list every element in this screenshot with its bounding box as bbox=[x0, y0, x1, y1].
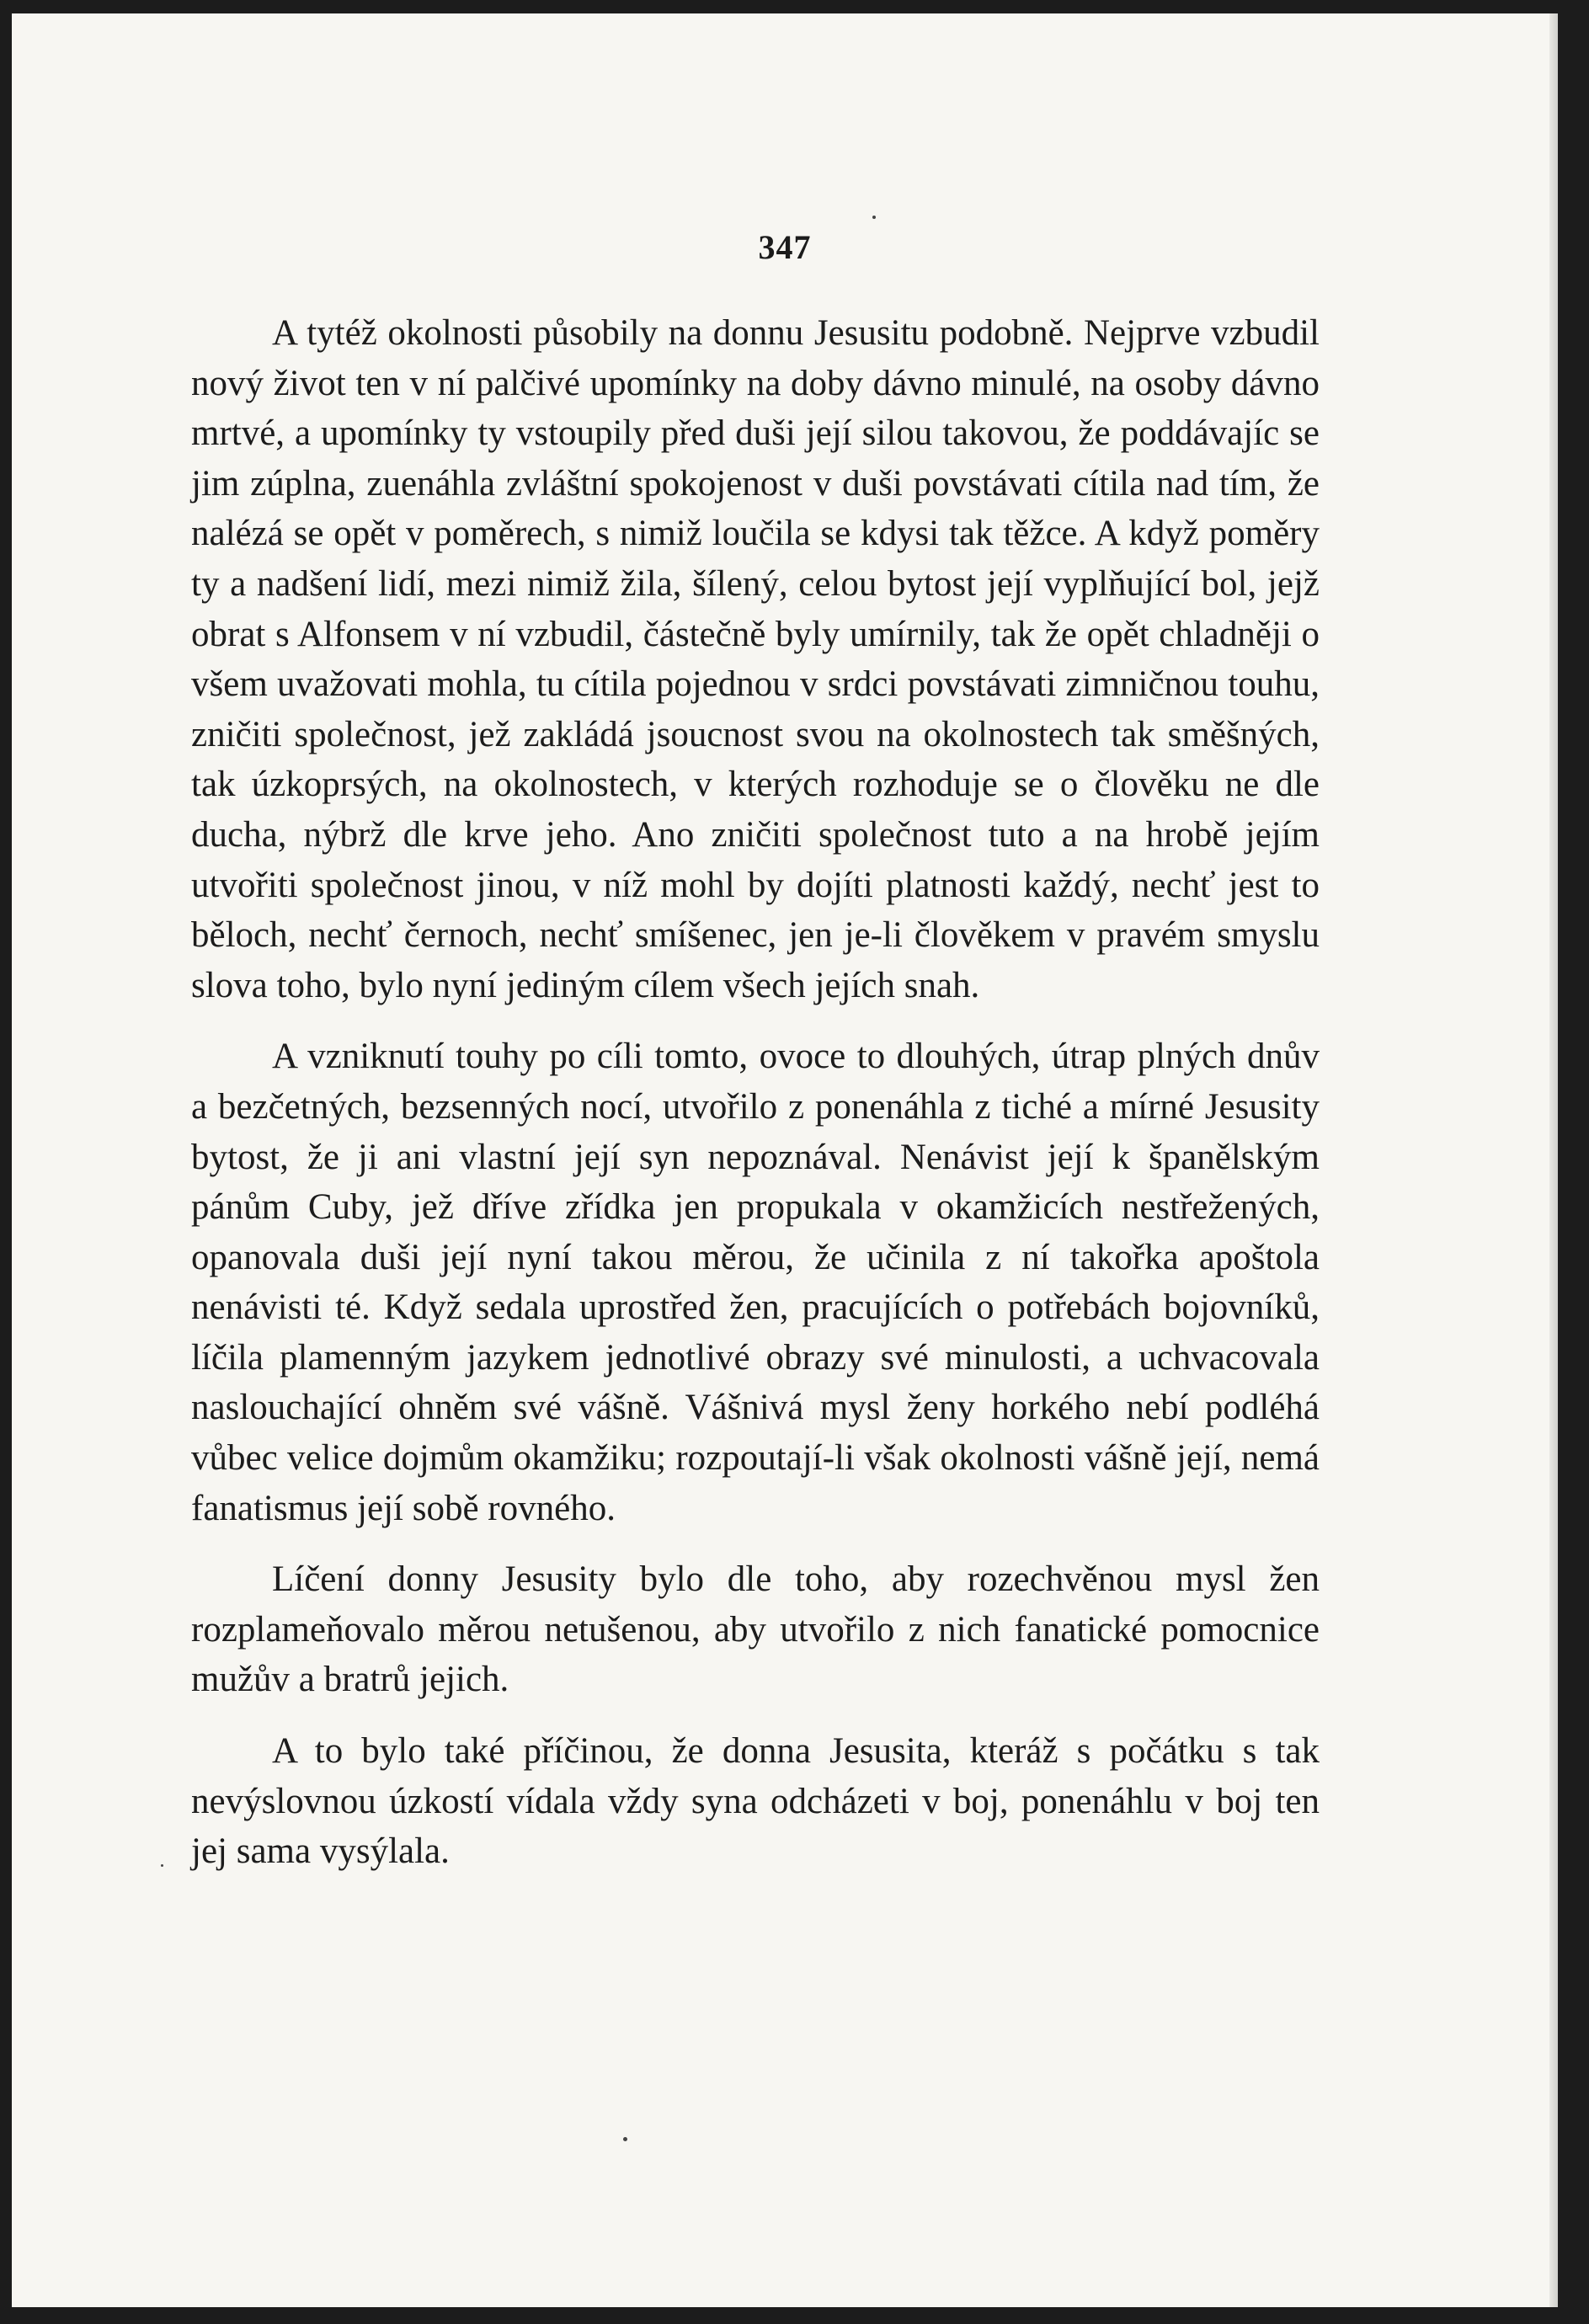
paragraph-1: A tytéž okolnosti působily na donnu Jesusitu podobně. Nejprve vzbudil nový život ten v ní palčivé upomínky na doby dávno minulé, na osoby dávno mrtvé, a upomínky ty vstoupily před duši její silou takovou, že poddávajíc se jim zúplna, zuenáhla zvláštní spokojenost v duši povstávati cítila nad tím, že nalézá se opět v poměrech, s nimiž loučila se kdysi tak těžce. A když poměry ty a nadšení lidí, mezi nimiž žila, šílený, celou bytost její vyplňující bol, jejž obrat s Alfonsem v ní vzbudil, částečně byly umírnily, tak že opět chladněji o všem uvažovati mohla, tu cítila pojednou v srdci povstávati zimničnou touhu, zničiti společnost, jež zakládá jsoucnost svou na okolnostech tak směšných, tak úzkoprsých, na okolnostech, v kterých rozhoduje se o člověku ne dle ducha, nýbrž dle krve jeho. Ano zničiti společnost tuto a na hrobě jejím utvořiti společnost jinou, v níž mohl by dojíti platnosti každý, nechť jest to běloch, nechť černoch, nechť smíšenec, jen je-li člověkem v pravém smyslu slova toho, bylo nyní jediným cílem všech jejích snah. bbox=[191, 313, 1320, 1005]
page-edge bbox=[1549, 13, 1558, 2307]
dust-speck bbox=[872, 216, 876, 219]
dust-speck bbox=[161, 1864, 163, 1867]
paragraph-4: A to bylo také příčinou, že donna Jesusita, kteráž s počátku s tak nevýslovnou úzkostí vídala vždy syna odcházeti v boj, ponenáhlu v boj ten jej sama vysýlala. bbox=[191, 1731, 1320, 1872]
paragraph-2: A vzniknutí touhy po cíli tomto, ovoce to dlouhých, útrap plných dnův a bezčetných, bezsenných nocí, utvořilo z ponenáhla z tiché a mírné Jesusity bytost, že ji ani vlastní její syn nepoznával. Nenávist její k španělským pánům Cuby, jež dříve zřídka jen propukala v okamžicích nestřežených, opanovala duši její nyní takou měrou, že učinila z ní takořka apoštola nenávisti té. Když sedala uprostřed žen, pracujících o potřebách bojovníků, líčila plamenným jazykem jednotlivé obrazy své minulosti, a uchvacovala naslouchající ohněm své vášně. Vášnivá mysl ženy horkého nebí podléhá vůbec velice dojmům okamžiku; rozpoutají-li však okolnosti vášně její, nemá fanatismus její sobě rovného. bbox=[191, 1037, 1320, 1528]
page-number: 347 bbox=[758, 228, 812, 266]
body-text bbox=[191, 308, 1320, 1877]
book-page bbox=[12, 13, 1558, 2307]
dust-speck bbox=[623, 2137, 627, 2141]
paragraph-3: Líčení donny Jesusity bylo dle toho, aby rozechvěnou mysl žen rozplameňovalo měrou netušenou, aby utvořilo z nich fanatické pomocnice mužův a bratrů jejich. bbox=[191, 1559, 1320, 1700]
